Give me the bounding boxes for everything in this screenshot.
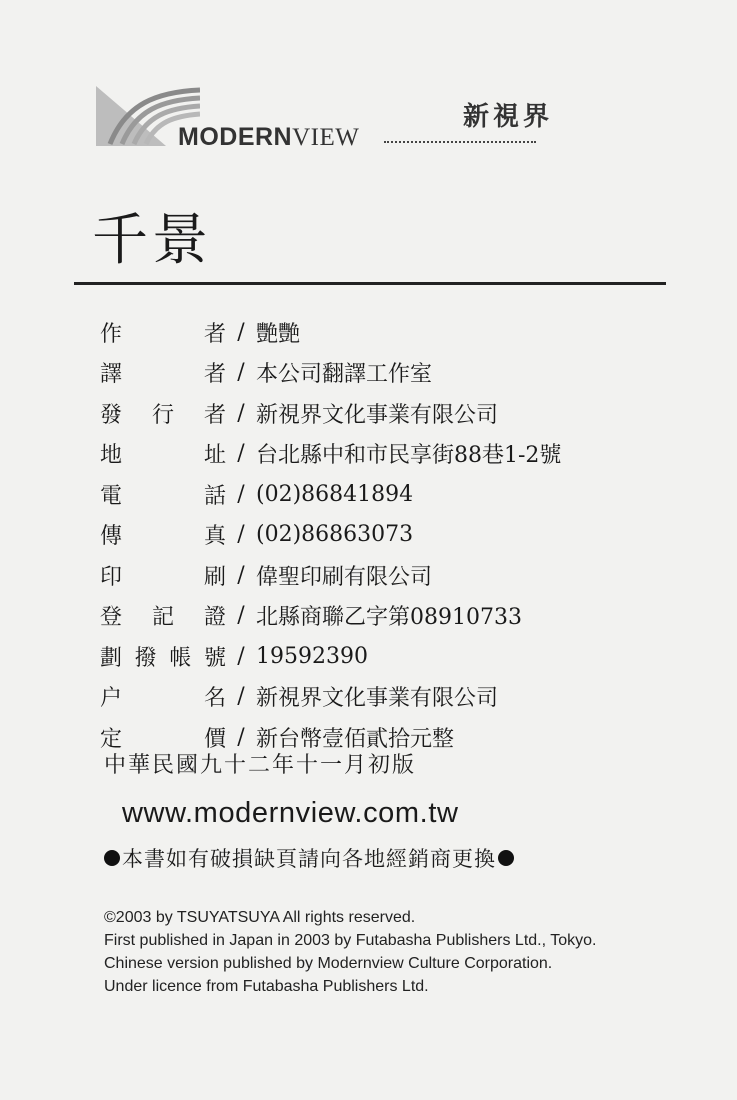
info-label: 户 名: [100, 686, 226, 712]
info-separator: /: [237, 319, 245, 345]
website-url: www.modernview.com.tw: [122, 797, 459, 829]
info-label: 定 價: [100, 726, 226, 752]
info-label: 發 行 者: [100, 402, 226, 428]
info-label: 印 刷: [100, 564, 226, 590]
info-separator: /: [237, 441, 245, 467]
info-separator: /: [237, 603, 245, 629]
info-separator: /: [237, 684, 245, 710]
info-separator: /: [237, 400, 245, 426]
info-value: 北縣商聯乙字第08910733: [256, 605, 522, 631]
info-separator: /: [237, 724, 245, 750]
info-row: [100, 515, 700, 556]
logo-wordmark: [178, 122, 359, 152]
info-row: [100, 312, 700, 353]
info-row: [100, 636, 700, 677]
info-value: 艷艷: [256, 321, 301, 347]
copyright-line: ©2003 by TSUYATSUYA All rights reserved.: [104, 909, 416, 926]
info-row: [100, 474, 700, 515]
info-separator: /: [237, 643, 245, 669]
copyright-block: [104, 906, 596, 998]
logo-thin-text: VIEW: [292, 124, 360, 151]
bullet-dot-icon: [498, 850, 514, 866]
info-value: (02)86841894: [256, 481, 414, 507]
info-row: [100, 596, 700, 637]
info-separator: /: [237, 481, 245, 507]
info-label: 傳 真: [100, 524, 226, 550]
bullet-dot-icon: [104, 850, 120, 866]
info-value: 19592390: [256, 643, 368, 669]
info-separator: /: [237, 522, 245, 548]
info-row: [100, 434, 700, 475]
copyright-line: First published in Japan in 2003 by Futabasha Publishers Ltd., Tokyo.: [104, 932, 597, 949]
copyright-line: Under licence from Futabasha Publishers Ltd.: [104, 978, 429, 995]
info-label: 譯 者: [100, 362, 226, 388]
replacement-notice: [104, 843, 514, 873]
info-row: [100, 393, 700, 434]
info-row: [100, 353, 700, 394]
info-label: 電 話: [100, 483, 226, 509]
info-label: 劃 撥 帳 號: [100, 645, 226, 671]
info-value: 新台幣壹佰貳拾元整: [256, 726, 455, 752]
logo-dotted-rule: [384, 141, 536, 143]
info-separator: /: [237, 360, 245, 386]
edition-line: 中華民國九十二年十一月初版: [104, 753, 417, 778]
info-label: 地 址: [100, 443, 226, 469]
info-value: 偉聖印刷有限公司: [256, 564, 433, 590]
info-separator: /: [237, 562, 245, 588]
info-value: 新視界文化事業有限公司: [256, 402, 499, 428]
book-title: 千景: [92, 208, 212, 273]
info-row: [100, 555, 700, 596]
brand-chinese-name: 新視界: [463, 102, 554, 132]
info-value: 新視界文化事業有限公司: [256, 686, 499, 712]
info-label: 作 者: [100, 321, 226, 347]
info-value: 本公司翻譯工作室: [256, 362, 433, 388]
info-value: 台北縣中和市民享街88巷1-2號: [256, 443, 562, 469]
notice-text: 本書如有破損缺頁請向各地經銷商更換: [122, 847, 496, 871]
info-value: (02)86863073: [256, 522, 414, 548]
copyright-line: Chinese version published by Modernview Culture Corporation.: [104, 955, 553, 972]
info-row: [100, 677, 700, 718]
info-label: 登 記 證: [100, 605, 226, 631]
logo-bold-text: MODERN: [178, 123, 293, 151]
title-divider: [74, 282, 666, 285]
publication-info-list: [100, 312, 700, 758]
